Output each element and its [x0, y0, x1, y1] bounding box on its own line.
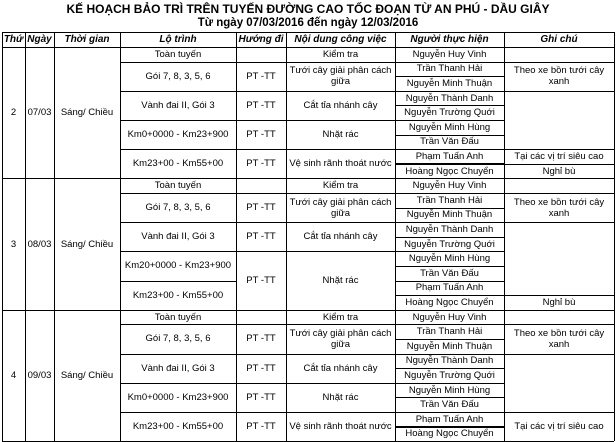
- grid-line: [120, 178, 236, 179]
- grid-line: [120, 310, 236, 311]
- person: Phạm Tuấn Anh: [415, 413, 484, 425]
- person: Nguyễn Trường Quới: [404, 369, 495, 381]
- grid-line: [395, 368, 504, 369]
- grid-line: [25, 47, 26, 178]
- task: Cắt tỉa nhánh cây: [303, 231, 378, 243]
- task: Vệ sinh rãnh thoát nước: [289, 158, 392, 170]
- direction: PT -TT: [246, 275, 276, 287]
- grid-line: [236, 193, 286, 194]
- grid-line: [120, 310, 121, 441]
- direction: PT -TT: [246, 333, 276, 345]
- grid-line: [614, 178, 615, 309]
- grid-line: [236, 310, 237, 441]
- note: Tại các vị trí siêu cao: [514, 150, 604, 162]
- grid-line: [236, 178, 237, 309]
- person: Nguyễn Thành Danh: [405, 355, 494, 367]
- page-subtitle: Từ ngày 07/03/2016 đến ngày 12/03/2016: [197, 17, 419, 29]
- grid-line: [504, 295, 614, 296]
- grid-line: [395, 178, 504, 179]
- grid-line: [395, 120, 504, 121]
- grid-line: [286, 324, 395, 325]
- day-separator: [2, 47, 120, 48]
- person: Nguyễn Minh Thuận: [406, 340, 493, 352]
- grid-line: [120, 222, 236, 223]
- grid-line: [504, 178, 505, 309]
- grid-line: [120, 324, 236, 325]
- grid-line: [395, 339, 504, 340]
- column-header: Ghi chú: [540, 34, 578, 45]
- grid-line: [504, 32, 505, 47]
- grid-line: [236, 310, 286, 311]
- grid-line: [395, 222, 504, 223]
- grid-line: [120, 251, 236, 252]
- task: Nhặt rác: [322, 391, 359, 403]
- grid-line: [120, 62, 236, 63]
- route: Gói 7, 8, 3, 5, 6: [145, 333, 211, 345]
- person: Nguyễn Trường Quới: [404, 238, 495, 250]
- grid-line: [120, 383, 236, 384]
- grid-line: [286, 47, 395, 48]
- task: Kiểm tra: [322, 180, 359, 192]
- person: Nguyễn Thành Danh: [405, 92, 494, 104]
- person: Nguyễn Huy Vinh: [412, 180, 487, 192]
- grid-line: [286, 383, 395, 384]
- grid-line: [236, 91, 286, 92]
- grid-line: [286, 178, 287, 309]
- grid-line: [504, 193, 614, 194]
- grid-line: [286, 149, 395, 150]
- direction: PT -TT: [246, 362, 276, 374]
- grid-line: [395, 135, 504, 136]
- grid-line: [120, 47, 236, 48]
- grid-line: [504, 412, 614, 413]
- route: Gói 7, 8, 3, 5, 6: [145, 70, 211, 82]
- column-header: Thời gian: [64, 34, 110, 45]
- time-of-day: Sáng/ Chiều: [60, 369, 114, 381]
- task: Kiểm tra: [322, 48, 359, 60]
- grid-line: [54, 178, 55, 309]
- grid-line: [25, 178, 26, 309]
- time-of-day: Sáng/ Chiều: [60, 238, 114, 250]
- grid-line: [286, 193, 395, 194]
- grid-line: [504, 324, 614, 325]
- grid-line: [286, 91, 395, 92]
- grid-line: [395, 208, 504, 209]
- grid-line: [395, 163, 504, 164]
- grid-line: [2, 178, 3, 309]
- route: Vành đai II, Gói 3: [141, 362, 215, 374]
- grid-line: [395, 383, 504, 384]
- grid-line: [286, 251, 395, 252]
- grid-line: [236, 62, 286, 63]
- task: Tưới cây giải phân cách giữa: [289, 327, 392, 350]
- column-header: Lộ trình: [159, 34, 197, 45]
- task: Nhặt rác: [322, 275, 359, 287]
- grid-line: [286, 32, 287, 47]
- grid-line: [54, 32, 55, 47]
- grid-line: [395, 237, 504, 238]
- grid-line: [120, 47, 121, 178]
- route: Km0+0000 - Km23+900: [127, 391, 229, 403]
- person: Nguyễn Thành Danh: [405, 223, 494, 235]
- grid-line: [504, 62, 614, 63]
- grid-line: [395, 32, 396, 47]
- grid-line: [25, 32, 26, 47]
- day-of-week: 2: [10, 107, 17, 119]
- grid-line: [286, 62, 395, 63]
- grid-line: [54, 47, 55, 178]
- route: Toàn tuyến: [154, 48, 202, 60]
- grid-line: [236, 178, 286, 179]
- column-header: Hướng đi: [238, 34, 284, 45]
- note: Theo xe bồn tưới cây xanh: [513, 196, 605, 219]
- grid-line: [120, 91, 236, 92]
- grid-line: [120, 149, 236, 150]
- task: Kiểm tra: [322, 311, 359, 323]
- route: Km23+00 - Km55+00: [132, 421, 224, 433]
- grid-line: [2, 32, 3, 47]
- grid-line: [614, 310, 615, 441]
- person: Hoàng Ngọc Chuyển: [405, 296, 494, 308]
- grid-line: [504, 310, 505, 441]
- grid-line: [286, 178, 395, 179]
- note: Theo xe bồn tưới cây xanh: [513, 327, 605, 350]
- grid-line: [395, 310, 504, 311]
- grid-line: [236, 120, 286, 121]
- direction: PT -TT: [246, 202, 276, 214]
- grid-line: [120, 193, 236, 194]
- route: Vành đai II, Gói 3: [141, 231, 215, 243]
- grid-line: [504, 149, 614, 150]
- grid-line: [236, 354, 286, 355]
- grid-line: [395, 426, 504, 427]
- grid-line: [614, 32, 615, 47]
- person: Nguyễn Minh Hùng: [408, 384, 491, 396]
- grid-line: [395, 47, 396, 178]
- grid-line: [286, 47, 287, 178]
- person: Nguyễn Minh Thuận: [406, 77, 493, 89]
- person: Hoàng Ngọc Chuyển: [405, 428, 494, 440]
- page-title: KẾ HOẠCH BẢO TRÌ TRÊN TUYẾN ĐƯỜNG CAO TỐC ĐOẠN TỪ AN PHÚ - DẦU GIÂY: [66, 2, 550, 16]
- grid-line: [395, 62, 504, 63]
- task: Cắt tỉa nhánh cây: [303, 99, 378, 111]
- time-of-day: Sáng/ Chiều: [60, 107, 114, 119]
- person: Nguyễn Minh Hùng: [408, 253, 491, 265]
- person: Trần Thanh Hải: [416, 194, 483, 206]
- person: Trần Văn Đấu: [420, 136, 479, 148]
- grid-line: [236, 47, 237, 178]
- task: Cắt tỉa nhánh cây: [303, 362, 378, 374]
- route: Km0+0000 - Km23+900: [127, 129, 229, 141]
- note: Nghỉ bù: [542, 165, 576, 177]
- grid-line: [236, 149, 286, 150]
- person: Nguyễn Minh Hùng: [408, 121, 491, 133]
- direction: PT -TT: [246, 129, 276, 141]
- grid-line: [2, 310, 3, 441]
- day-of-week: 4: [10, 369, 17, 381]
- grid-line: [395, 324, 504, 325]
- person: Nguyễn Minh Thuận: [406, 209, 493, 221]
- person: Trần Văn Đấu: [420, 399, 479, 411]
- date: 07/03: [27, 107, 52, 119]
- note: Theo xe bồn tưới cây xanh: [513, 65, 605, 88]
- direction: PT -TT: [246, 391, 276, 403]
- route: Toàn tuyến: [154, 180, 202, 192]
- grid-line: [286, 222, 395, 223]
- column-header: Nội dung công việc: [294, 34, 387, 45]
- grid-line: [614, 47, 615, 178]
- route: Km23+00 - Km55+00: [132, 158, 224, 170]
- grid-line: [286, 310, 395, 311]
- person: Nguyễn Trường Quới: [404, 107, 495, 119]
- person: Phạm Tuấn Anh: [415, 282, 484, 294]
- grid-line: [236, 47, 286, 48]
- grid-line: [395, 76, 504, 77]
- grid-line: [395, 295, 504, 296]
- route: Gói 7, 8, 3, 5, 6: [145, 202, 211, 214]
- task: Vệ sinh rãnh thoát nước: [289, 421, 392, 433]
- grid-line: [236, 222, 286, 223]
- grid-line: [286, 354, 395, 355]
- person: Hoàng Ngọc Chuyển: [405, 165, 494, 177]
- grid-line: [504, 222, 614, 223]
- grid-line: [395, 281, 504, 282]
- grid-line: [25, 310, 26, 441]
- grid-line: [395, 149, 504, 150]
- grid-line: [286, 310, 287, 441]
- person: Nguyễn Huy Vinh: [412, 311, 487, 323]
- grid-line: [395, 397, 504, 398]
- day-separator: [2, 178, 120, 179]
- column-header: Người thực hiện: [410, 34, 489, 45]
- person: Trần Văn Đấu: [420, 267, 479, 279]
- grid-line: [286, 412, 395, 413]
- grid-line: [395, 266, 504, 267]
- task: Tưới cây giải phân cách giữa: [289, 65, 392, 88]
- grid-line: [120, 412, 236, 413]
- grid-line: [120, 178, 121, 309]
- route: Toàn tuyến: [154, 311, 202, 323]
- grid-line: [395, 193, 504, 194]
- grid-line: [395, 251, 504, 252]
- direction: PT -TT: [246, 421, 276, 433]
- grid-line: [236, 383, 286, 384]
- grid-line: [286, 120, 395, 121]
- note: Nghỉ bù: [542, 296, 576, 308]
- day-of-week: 3: [10, 238, 17, 250]
- person: Trần Thanh Hải: [416, 326, 483, 338]
- grid-line: [395, 354, 504, 355]
- column-header: Ngày: [27, 34, 52, 45]
- header-top-line: [2, 32, 614, 33]
- column-header: Thứ: [3, 34, 24, 45]
- grid-line: [236, 412, 286, 413]
- route: Km23+00 - Km55+00: [132, 289, 224, 301]
- person: Phạm Tuấn Anh: [415, 150, 484, 162]
- direction: PT -TT: [246, 99, 276, 111]
- person: Nguyễn Huy Vinh: [412, 48, 487, 60]
- grid-line: [236, 324, 286, 325]
- grid-line: [120, 354, 236, 355]
- grid-line: [395, 47, 504, 48]
- task: Tưới cây giải phân cách giữa: [289, 196, 392, 219]
- date: 08/03: [27, 238, 52, 250]
- note: Tại các vị trí siêu cao: [514, 421, 604, 433]
- grid-line: [54, 310, 55, 441]
- grid-line: [395, 91, 504, 92]
- grid-line: [395, 310, 396, 441]
- date: 09/03: [27, 369, 52, 381]
- grid-line: [395, 105, 504, 106]
- grid-line: [2, 47, 3, 178]
- task: Nhặt rác: [322, 129, 359, 141]
- grid-line: [395, 412, 504, 413]
- route: Km20+0000 - Km23+900: [124, 260, 232, 272]
- grid-line: [504, 164, 614, 165]
- direction: PT -TT: [246, 70, 276, 82]
- grid-line: [236, 251, 286, 252]
- route: Vành đai II, Gói 3: [141, 99, 215, 111]
- person: Trần Thanh Hải: [416, 63, 483, 75]
- grid-line: [504, 47, 505, 178]
- grid-line: [120, 32, 121, 47]
- grid-line: [395, 178, 396, 309]
- direction: PT -TT: [246, 158, 276, 170]
- grid-line: [120, 281, 236, 282]
- grid-line: [120, 120, 236, 121]
- grid-line: [504, 91, 614, 92]
- direction: PT -TT: [246, 231, 276, 243]
- day-separator: [2, 310, 120, 311]
- grid-line: [236, 32, 237, 47]
- grid-line: [504, 354, 614, 355]
